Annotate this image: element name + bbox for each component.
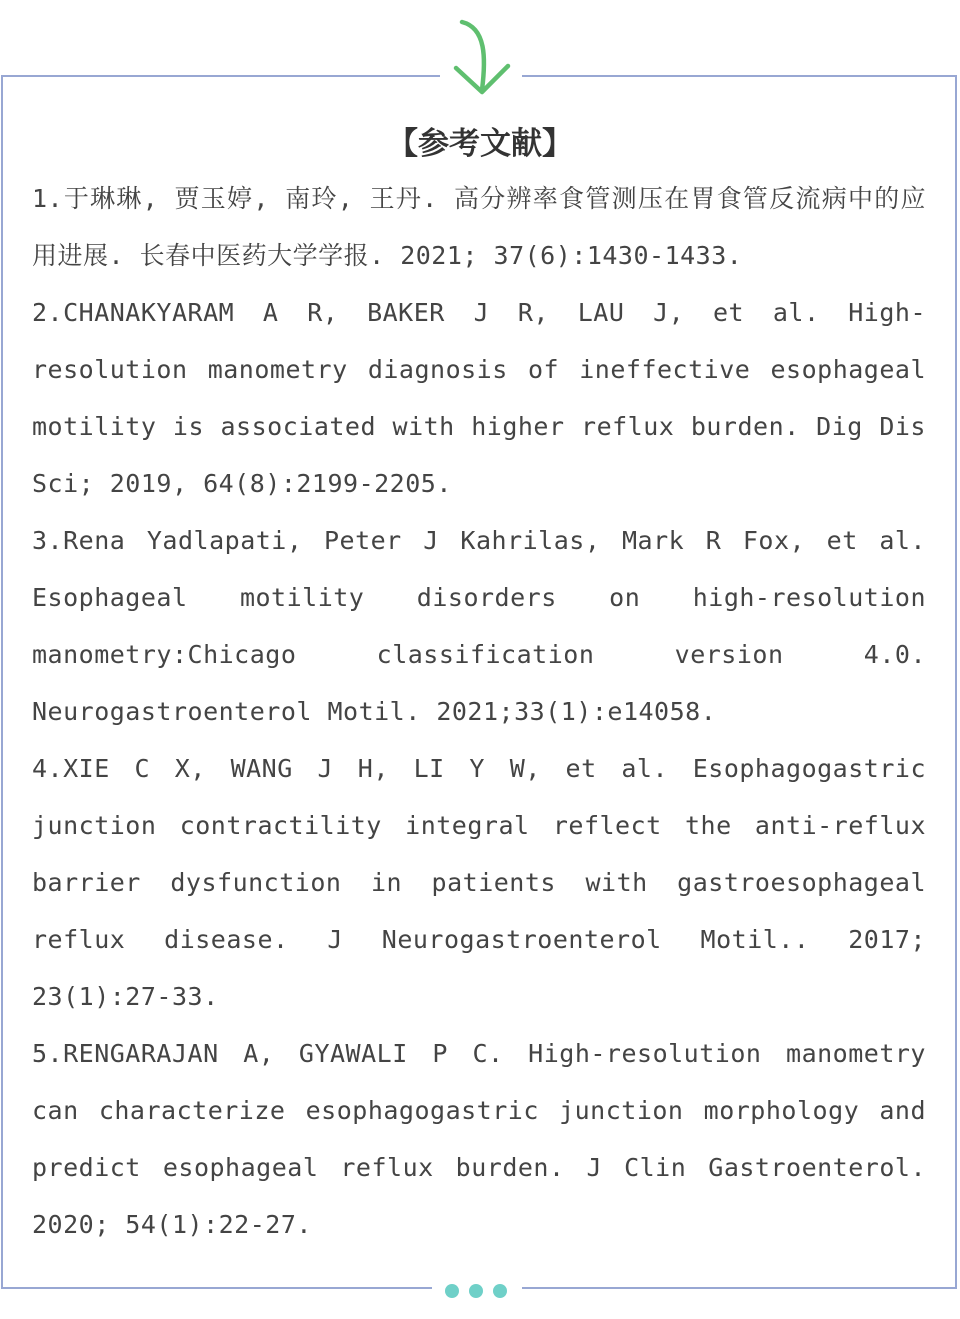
reference-item: 1.于琳琳, 贾玉婷, 南玲, 王丹. 高分辨率食管测压在胃食管反流病中的应用进展. 长春中医药大学学报. 2021; 37(6):1430-1433. bbox=[32, 184, 926, 270]
three-dots-icon bbox=[445, 1284, 507, 1300]
down-arrow-icon bbox=[446, 18, 516, 98]
reference-item: 3.Rena Yadlapati, Peter J Kahrilas, Mark R Fox, et al. Esophageal motility disorders on high-resolution manometry:Chicago classification version 4.0. Neurogastroenterol Motil. 2021;33(1):e14058. bbox=[32, 526, 926, 726]
dot-icon bbox=[469, 1284, 483, 1298]
reference-item: 4.XIE C X, WANG J H, LI Y W, et al. Esophagogastric junction contractility integral reflect the anti-reflux barrier dysfunction in patients with gastroesophageal reflux disease. J Neurogastroenterol Motil.. 2017; 23(1):27-33. bbox=[32, 754, 926, 1011]
reference-list bbox=[32, 170, 926, 1253]
dot-icon bbox=[493, 1284, 507, 1298]
reference-item: 2.CHANAKYARAM A R, BAKER J R, LAU J, et al. High-resolution manometry diagnosis of ineffective esophageal motility is associated with higher reflux burden. Dig Dis Sci; 2019, 64(8):2199-2205. bbox=[32, 298, 926, 498]
dot-icon bbox=[445, 1284, 459, 1298]
references-heading: 【参考文献】 bbox=[387, 126, 573, 162]
reference-item: 5.RENGARAJAN A, GYAWALI P C. High-resolution manometry can characterize esophagogastric junction morphology and predict esophageal reflux burden. J Clin Gastroenterol. 2020; 54(1):22-27. bbox=[32, 1039, 926, 1239]
